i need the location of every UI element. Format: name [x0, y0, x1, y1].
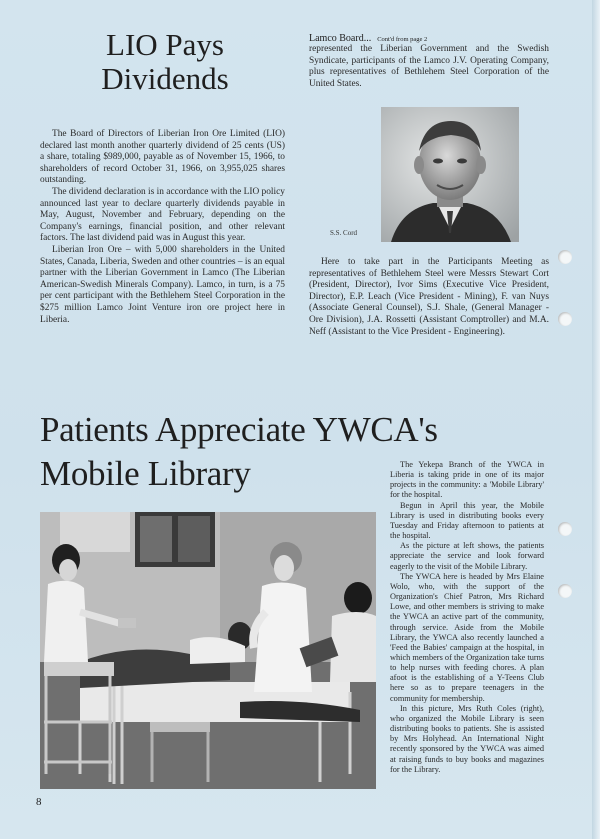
- paragraph: Begun in April this year, the Mobile Library is used in distributing books every Tuesday and Friday afternoon to patients at the hospital.: [390, 500, 544, 541]
- ywca-headline-line1: Patients Appreciate YWCA's: [40, 410, 438, 449]
- binder-hole: [558, 584, 572, 598]
- lamco-board-text-top: [309, 44, 549, 90]
- binder-hole: [558, 312, 572, 326]
- hospital-ward-illustration: [40, 512, 376, 789]
- paragraph: The YWCA here is headed by Mrs Elaine Wolo, who, with the support of the Organization's Chief Patron, Mrs Richard Lowe, and other members is striving to make the YWCA an active part of the community, through service. Aside from the Mobile Library, the YWCA also recently launched a 'Feed the Babies' campaign at the hospital, in which members of the Organization take turns to help nurses with feeding chores. A plan afoot is the establishing of a Y-Teens Club here so as to prepare teenagers in the community for membership.: [390, 571, 544, 703]
- lio-headline-line1: LIO Pays: [106, 27, 224, 62]
- binder-hole: [558, 522, 572, 536]
- lio-headline-line2: Dividends: [101, 61, 229, 96]
- paragraph: The dividend declaration is in accordance with the LIO policy announced last year to declare quarterly dividends payable in May, August, November and February, depending on the Company's earnings, financial position, and other relevant factors. The last dividend paid was in August this year.: [40, 186, 285, 244]
- binder-hole: [558, 250, 572, 264]
- portrait-illustration: [381, 107, 519, 242]
- ywca-headline-line2: Mobile Library: [40, 454, 251, 493]
- ywca-article-body: [390, 460, 544, 775]
- lio-article-body: [40, 129, 285, 326]
- paragraph: Liberian Iron Ore – with 5,000 shareholders in the United States, Canada, Liberia, Sweden and other countries – is an equal partner with the Liberian Government in Lamco (The Liberian American-Swedish Minerals Company). Lamco, in turn, is a 75 per cent participant with the Bethlehem Steel Corporation in the $275 million Lamco Joint Venture iron ore project here in Liberia.: [40, 244, 285, 325]
- continued-note: Cont'd from page 2: [377, 36, 428, 43]
- paragraph: Here to take part in the Participants Meeting as representatives of Bethlehem Steel were Messrs Stewart Cort (President, Director), Ivor Sims (Executive Vice President, Director), E.P. Leach (Vice President - Mining), F. van Nuys (Associate General Counsel), S.J. Shale, (General Manager - Ore Division), J.A. Rossetti (Assistant Comptroller) and M.A. Neff (Assistant to the Vice President - Engineering).: [309, 257, 549, 337]
- portrait-caption: S.S. Cord: [330, 229, 358, 237]
- continued-heading: [309, 33, 427, 44]
- paragraph: In this picture, Mrs Ruth Coles (right), who organized the Mobile Library is seen distributing books to patients. She is assisted by Mrs Holyhead. An International Night recently sponsored by the YWCA was aimed at raising funds to buy books and magazines for the Library.: [390, 703, 544, 774]
- lio-headline: [70, 28, 260, 96]
- paragraph: represented the Liberian Government and the Swedish Syndicate, participants of the Lamco J.V. Operating Company, plus representatives of Bethlehem Steel Corporation of the United States.: [309, 44, 549, 89]
- portrait-photo: [381, 107, 519, 242]
- paragraph: As the picture at left shows, the patients appreciate the service and look forward eagerly to the visit of the Mobile Library.: [390, 541, 544, 571]
- page-edge: [592, 0, 600, 839]
- continued-title: Lamco Board...: [309, 33, 372, 44]
- page-number: 8: [36, 796, 42, 808]
- paragraph: The Board of Directors of Liberian Iron Ore Limited (LIO) declared last month another quarterly dividend of 25 cents (US) a share, totaling $989,000, payable as of November 15, 1966, to shareholders of record October 31, 1966, on 3,955,025 shares outstanding.: [40, 129, 285, 186]
- mobile-library-photo: [40, 512, 376, 789]
- lamco-board-text-bottom: [309, 257, 549, 338]
- paragraph: The Yekepa Branch of the YWCA in Liberia is taking pride in one of its major projects in the community: a 'Mobile Library' for the hospital.: [390, 460, 544, 500]
